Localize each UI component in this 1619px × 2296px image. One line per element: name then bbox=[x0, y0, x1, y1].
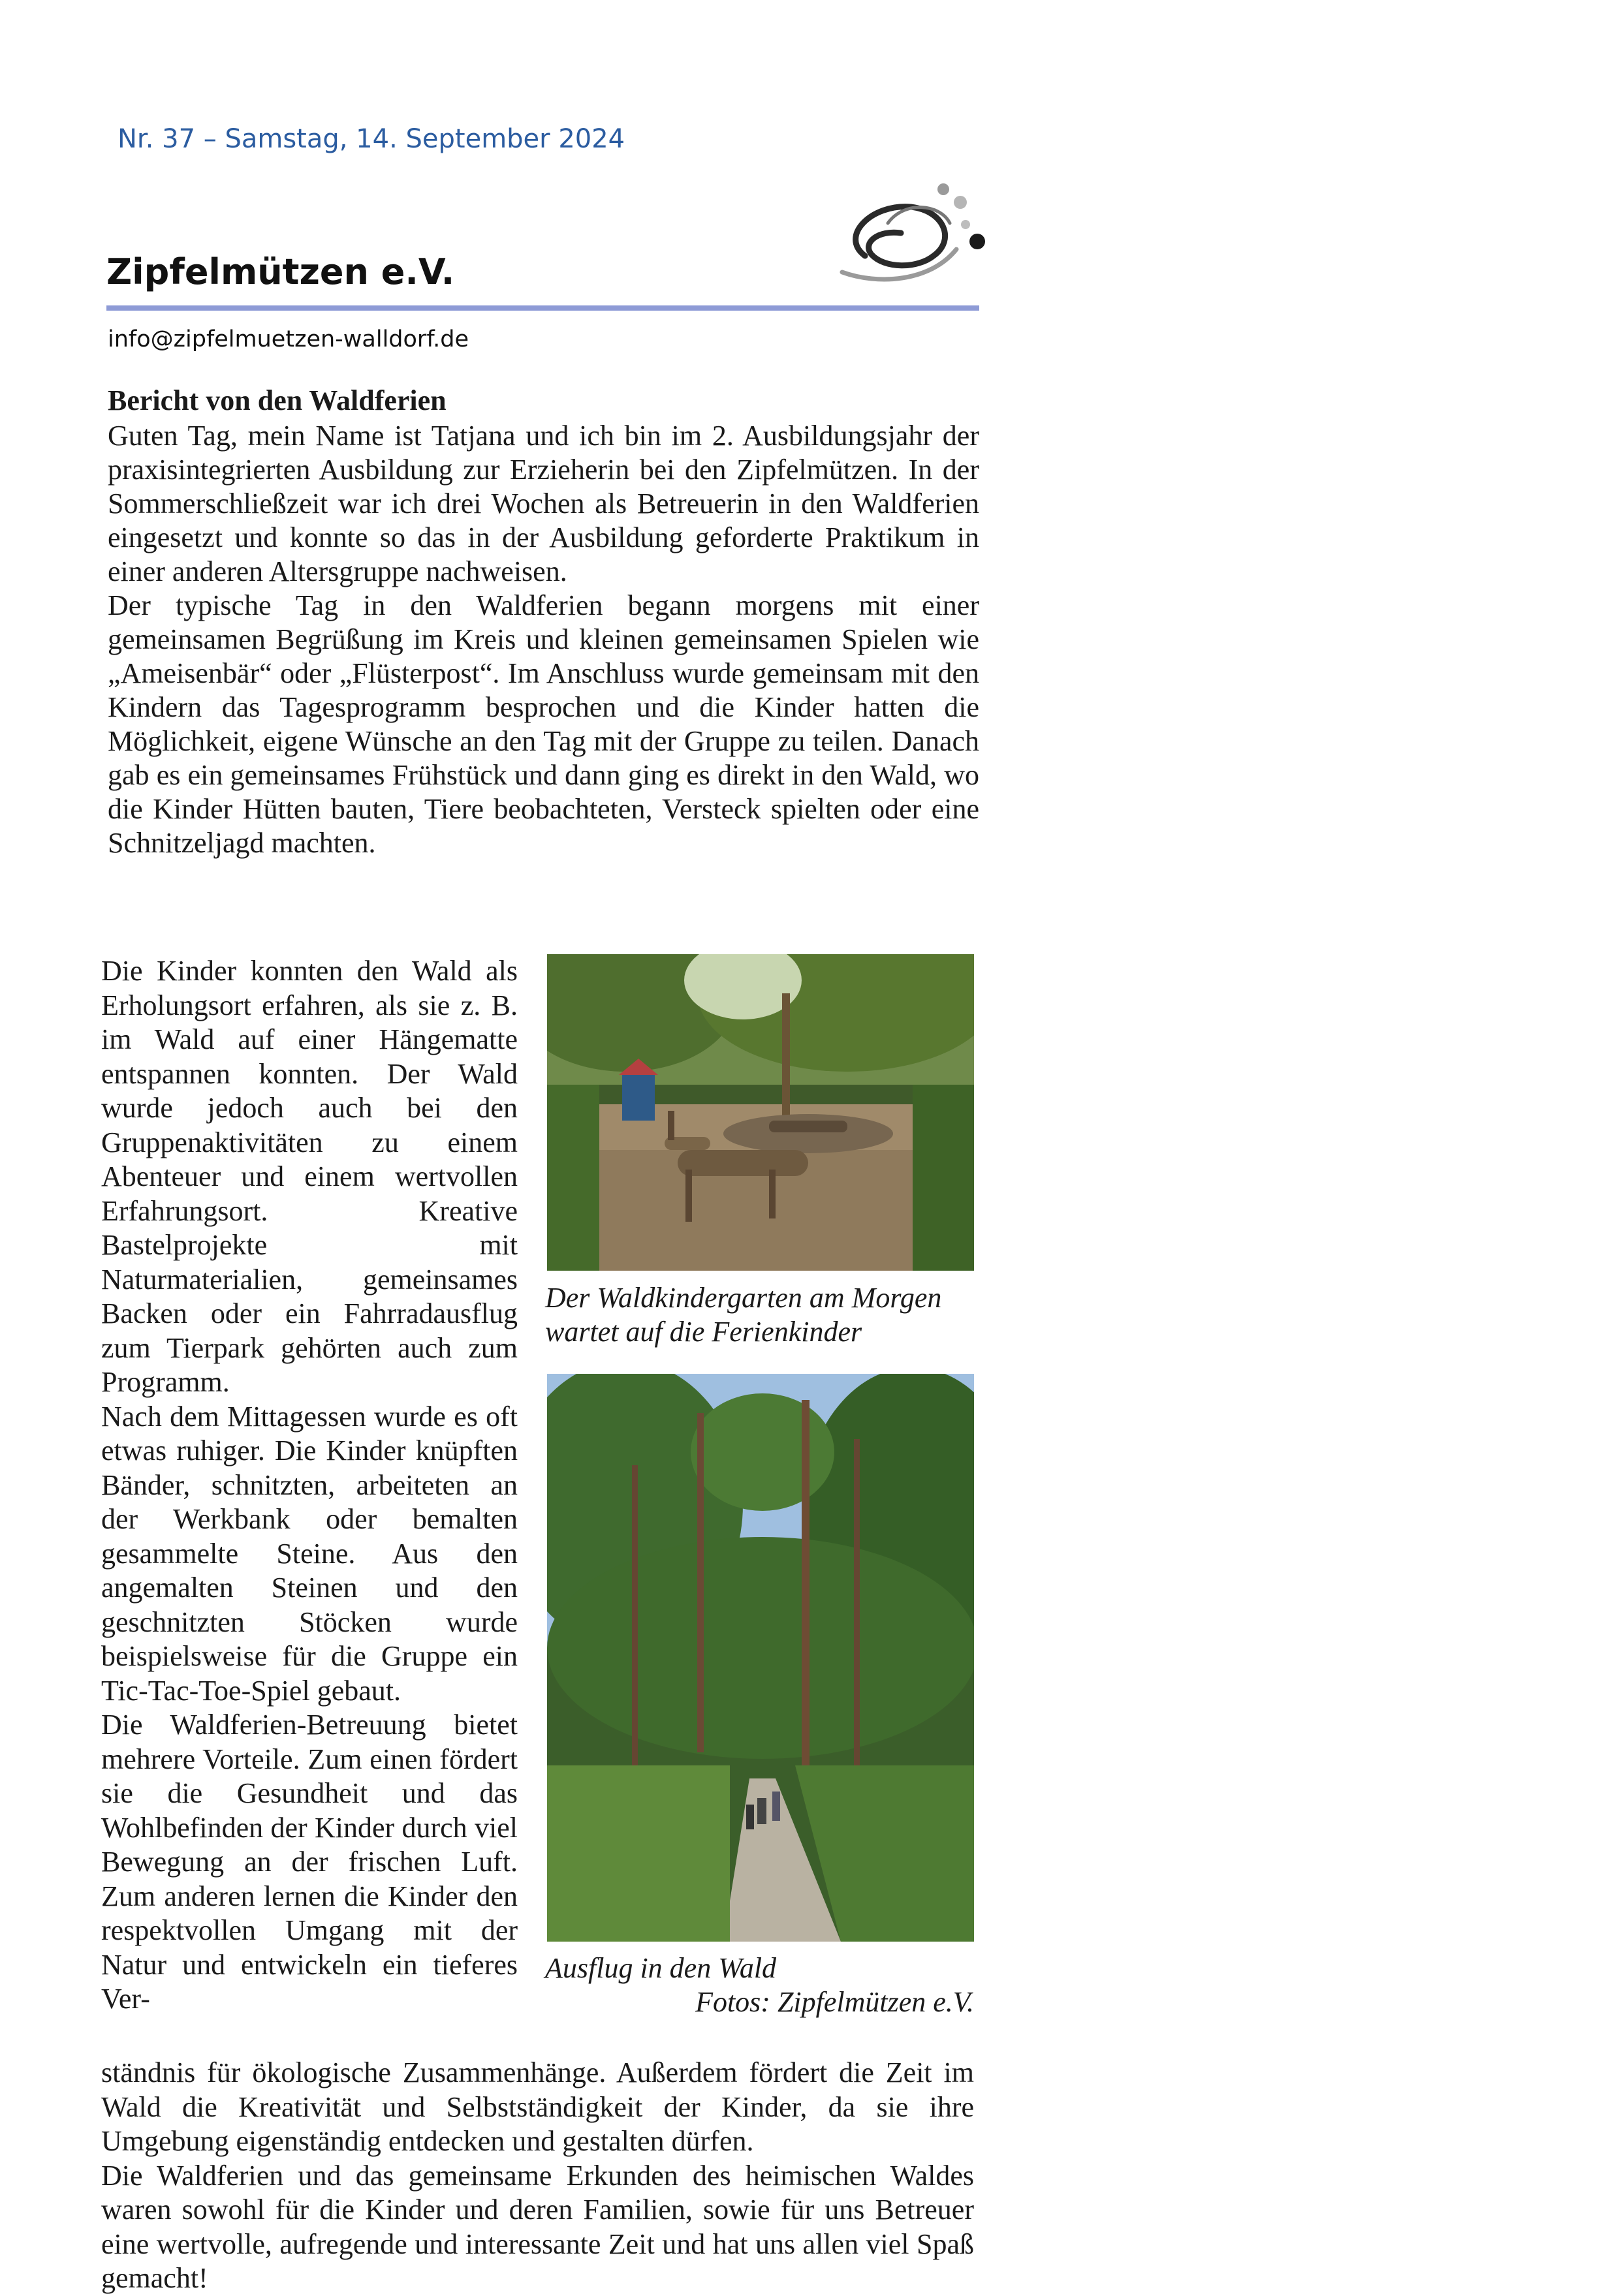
contact-email: info@zipfelmuetzen-walldorf.de bbox=[108, 326, 469, 352]
photo-caption: Der Waldkindergarten am Morgen wartet auf die Ferienkinder bbox=[545, 1282, 942, 1348]
intro-paragraph: Guten Tag, mein Name ist Tatjana und ich bin im 2. Ausbildungsjahr der praxisintegrierten Ausbildung zur Erzieherin bei den Zipfelmützen. In der Sommerschließzeit war ich drei Wochen als Betreuerin in den Waldferien eingesetzt und konnte so das in der Ausbildung geforderte Praktikum in einer anderen Altersgruppe nachweisen. bbox=[108, 420, 979, 587]
closing-paragraph: Die Waldferien und das gemeinsame Erkunden des heimischen Waldes waren sowohl für die Kinder und deren Familien, sowie für uns Betreuer eine wertvolle, aufregende und interessante Zeit und hat uns allen viel Spaß gemacht! bbox=[101, 2159, 974, 2294]
photo-forest-path bbox=[547, 1374, 974, 1942]
column-paragraph: Die Kinder konnten den Wald als Erholungsort erfahren, als sie z. B. im Wald auf einer Hängematte entspannen konnten. Der Wald wurde jedoch auch bei den Gruppenaktivitäten zu einem Abenteuer und einem wertvollen Erfahrungsort. Kreative Bastelprojekte mit Naturmaterialien, gemeinsames Backen oder ein Fahrradausflug zum Tierpark gehörten auch zum Programm. bbox=[101, 955, 518, 1398]
photo-forest-kindergarten bbox=[547, 954, 974, 1271]
photo-credit: Fotos: Zipfelmützen e.V. bbox=[695, 1986, 974, 2018]
column-paragraph: Die Waldferien-Betreuung bietet mehrere Vorteile. Zum einen fördert sie die Gesundheit und das Wohlbefinden der Kinder durch viel Bewegung an der frischen Luft. Zum anderen lernen die Kinder den respektvollen Umgang mit der Natur und entwickeln ein tieferes Ver- bbox=[101, 1709, 518, 2015]
closing-paragraph: ständnis für ökologische Zusammenhänge. Außerdem fördert die Zeit im Wald die Kreativität und Selbstständigkeit der Kinder, da sie ihre Umgebung eigenständig entdecken und gestalten dürfen. bbox=[101, 2056, 974, 2157]
intro-paragraph: Der typische Tag in den Waldferien begann morgens mit einer gemeinsamen Begrüßung im Kreis und kleinen gemeinsamen Spielen wie „Ameisenbär“ oder „Flüsterpost“. Im Anschluss wurde gemeinsam mit den Kindern das Tagesprogramm besprochen und die Kinder hatten die Möglichkeit, eigene Wünsche an den Tag mit der Gruppe zu teilen. Danach gab es ein gemeinsames Frühstück und dann ging es direkt in den Wald, wo die Kinder Hütten bauten, Tiere beobachteten, Versteck spielten oder eine Schnitzeljagd machten. bbox=[108, 589, 979, 859]
article-closing bbox=[101, 2056, 974, 2296]
header-divider bbox=[106, 305, 979, 311]
issue-date: Nr. 37 – Samstag, 14. September 2024 bbox=[118, 124, 625, 154]
article-title: Bericht von den Waldferien bbox=[108, 384, 447, 416]
article-left-column bbox=[101, 954, 518, 2017]
column-paragraph: Nach dem Mittagessen wurde es oft etwas ruhiger. Die Kinder knüpften Bänder, schnitzten, arbeiteten an der Werkbank oder bemalten gesammelte Steine. Aus den angemalten Steinen und den geschnitzten Stöcken wurde beispielsweise für die Gruppe ein Tic-Tac-Toe-Spiel gebaut. bbox=[101, 1400, 518, 1707]
photo-caption: Ausflug in den Wald bbox=[545, 1952, 777, 1984]
article-intro bbox=[108, 419, 979, 860]
organization-name: Zipfelmützen e.V. bbox=[106, 251, 455, 292]
organization-logo bbox=[826, 178, 989, 295]
